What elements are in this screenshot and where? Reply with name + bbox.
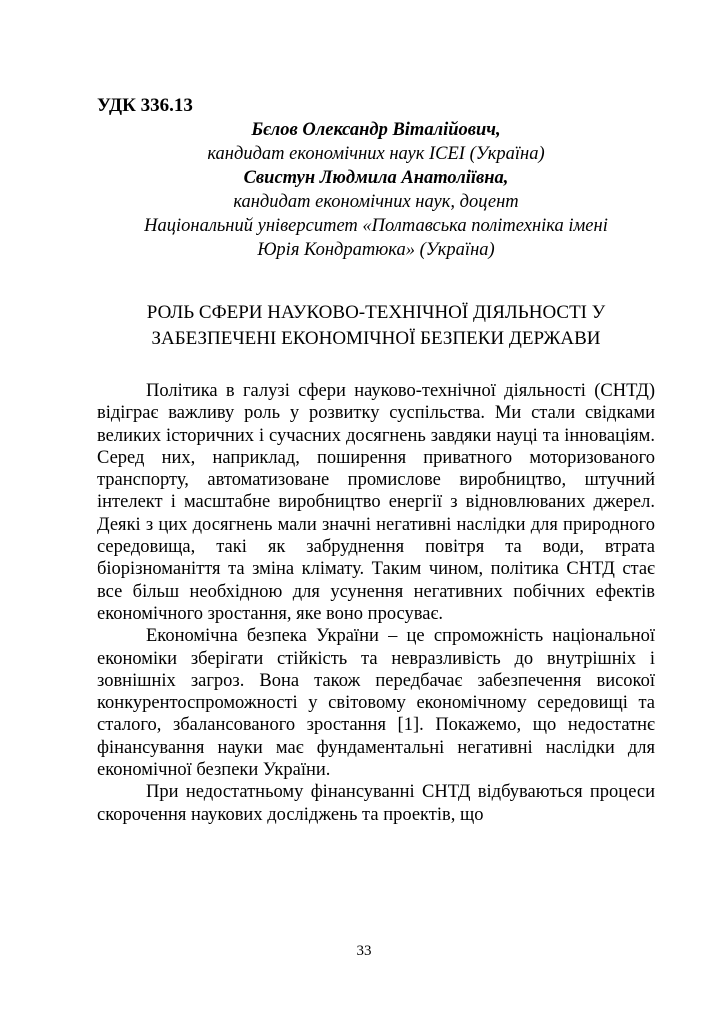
author-2-affiliation-line-3: Юрія Кондратюка» (Україна) bbox=[257, 240, 495, 260]
author-2-affiliation-line-1: кандидат економічних наук, доцент bbox=[233, 192, 519, 212]
udk-code: УДК 336.13 bbox=[97, 95, 193, 116]
author-1 bbox=[97, 118, 655, 166]
author-2-name: Свистун Людмила Анатоліївна, bbox=[243, 168, 509, 188]
article-title bbox=[97, 300, 655, 352]
paragraph-1: Політика в галузі сфери науково-технічної діяльності (СНТД) відіграє важливу роль у розвитку суспільства. Ми стали свідками великих історичних і сучасних досягнень завдяки науці та інноваціям. Серед них, наприклад, поширення приватного моторизованого транспорту, автоматизоване промислове виробництво, штучний інтелект і масштабне виробництво енергії з відновлюваних джерел. Деякі з цих досягнень мали значні негативні наслідки для природного середовища, такі як забруднення повітря та води, втрата біорізноманіття та зміна клімату. Таким чином, політика СНТД стає все більш необхідною для усунення негативних побічних ефектів економічного зростання, яке воно просуває. bbox=[97, 381, 655, 624]
article-body bbox=[97, 380, 655, 826]
author-2-affiliation-line-2: Національний університет «Полтавська політехніка імені bbox=[144, 216, 608, 236]
author-1-affiliation: кандидат економічних наук ІСЕІ (Україна) bbox=[207, 144, 545, 164]
paragraph-2: Економічна безпека України – це спроможність національної економіки зберігати стійкість та невразливість до внутрішніх і зовнішніх загроз. Вона також передбачає забезпечення високої конкурентоспроможності у світовому економічному середовищі та сталого, збалансованого зростання [1]. Покажемо, що недостатнє фінансування науки має фундаментальні негативні наслідки для економічної безпеки України. bbox=[97, 626, 655, 781]
page-number: 33 bbox=[356, 943, 372, 959]
article-title-line-1: РОЛЬ СФЕРИ НАУКОВО-ТЕХНІЧНОЇ ДІЯЛЬНОСТІ У bbox=[146, 302, 606, 323]
paragraph-3: При недостатньому фінансуванні СНТД відбуваються процеси скорочення наукових досліджень та проектів, що bbox=[97, 782, 655, 825]
author-1-name: Бєлов Олександр Віталійович, bbox=[251, 120, 501, 140]
article-title-line-2: ЗАБЕЗПЕЧЕНІ ЕКОНОМІЧНОЇ БЕЗПЕКИ ДЕРЖАВИ bbox=[151, 328, 601, 349]
author-2 bbox=[97, 166, 655, 262]
document-page bbox=[97, 94, 655, 826]
